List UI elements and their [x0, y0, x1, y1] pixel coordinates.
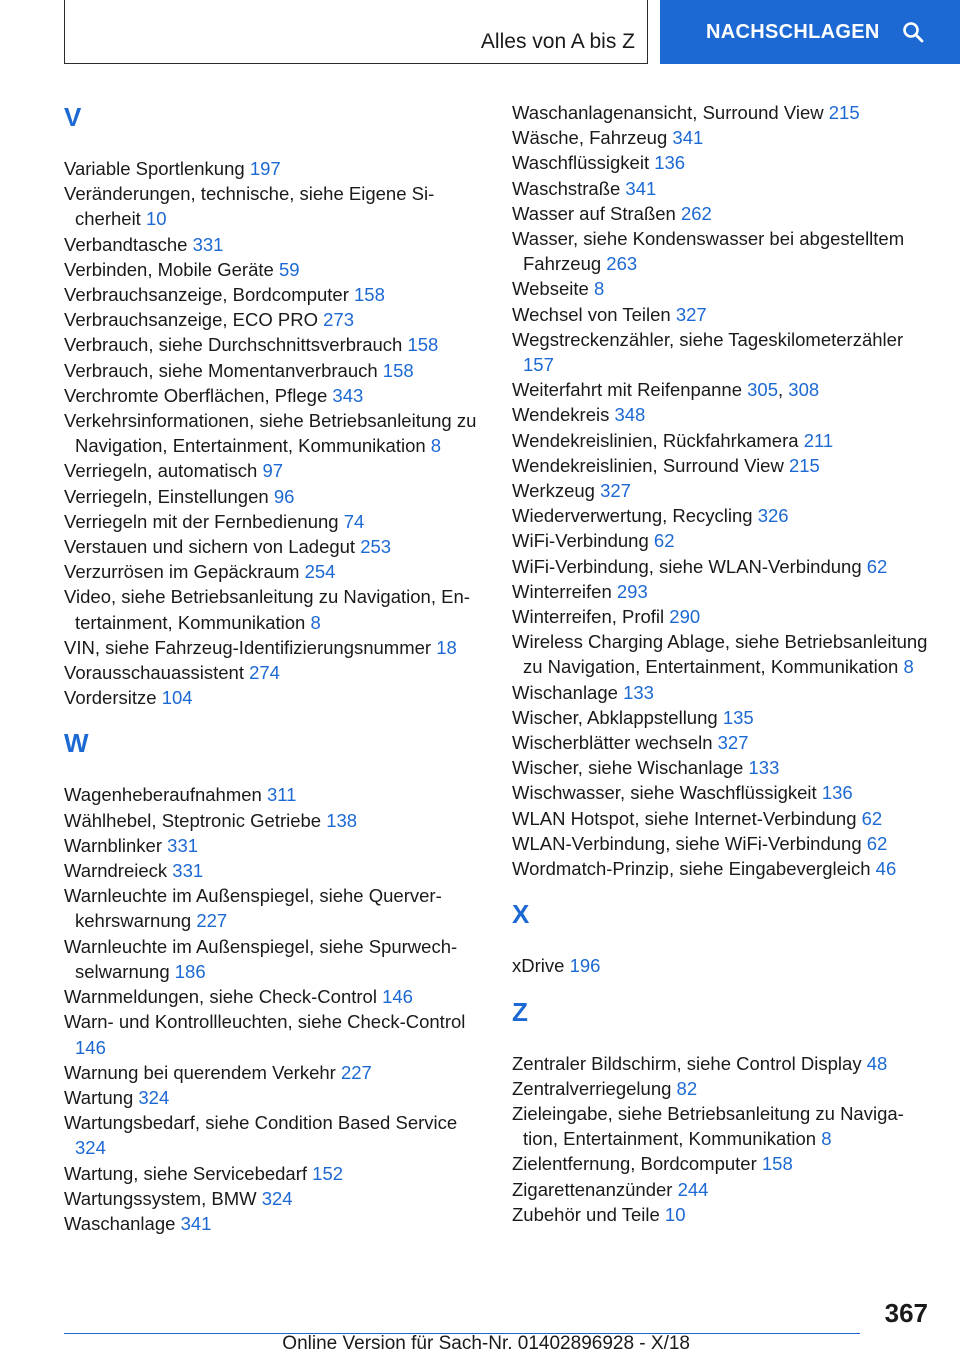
- index-entry-term: Webseite: [512, 278, 589, 300]
- index-column-right: [512, 100, 932, 1227]
- index-entry-term: Wartungssystem, BMW: [64, 1187, 257, 1209]
- index-entry: [64, 685, 484, 710]
- index-entry: [64, 833, 484, 858]
- page-link[interactable]: 62: [861, 807, 883, 829]
- page-link[interactable]: 254: [304, 561, 336, 583]
- page-link[interactable]: 293: [616, 580, 648, 602]
- index-entry: [64, 408, 484, 458]
- page-link[interactable]: 48: [866, 1052, 888, 1074]
- index-entry: [64, 232, 484, 257]
- page-link[interactable]: 158: [382, 359, 414, 381]
- index-entry: [512, 150, 932, 175]
- index-entry-term: Verbrauchsanzeige, ECO PRO: [64, 309, 318, 331]
- index-entry-term: Wordmatch-Prinzip, siehe Eingabevergleich: [512, 858, 871, 880]
- page-link[interactable]: 133: [623, 681, 654, 703]
- page-link[interactable]: 62: [653, 530, 675, 552]
- page-link[interactable]: 324: [138, 1086, 170, 1108]
- index-entry-term: Verzurrösen im Gepäckraum: [64, 561, 300, 583]
- index-entry: [512, 453, 932, 478]
- page-link[interactable]: 158: [761, 1153, 793, 1175]
- index-entry: [512, 100, 932, 125]
- index-entry: [64, 358, 484, 383]
- page-link[interactable]: 8: [821, 1128, 832, 1150]
- index-entry-term: WiFi-Verbindung, siehe WLAN-Verbindung: [512, 555, 862, 577]
- page-link[interactable]: 196: [569, 955, 601, 977]
- index-entry: [512, 755, 932, 780]
- index-entry: [64, 332, 484, 357]
- index-entry-term: Zigarettenanzünder: [512, 1178, 673, 1200]
- page-link[interactable]: 227: [340, 1061, 372, 1083]
- index-entry-term: Winterreifen, Profil: [512, 606, 665, 628]
- page-link[interactable]: 62: [866, 555, 888, 577]
- page-link[interactable]: 8: [430, 435, 442, 457]
- index-letter-heading: X: [512, 899, 530, 930]
- index-entry-term: Wischer, siehe Wischanlage: [512, 757, 744, 779]
- page-link[interactable]: 136: [654, 152, 686, 174]
- page-link[interactable]: 136: [821, 782, 853, 804]
- index-entry-term: Waschflüssigkeit: [512, 152, 650, 174]
- page-link[interactable]: 341: [625, 177, 657, 199]
- index-entry: [64, 1060, 484, 1085]
- page-link[interactable]: 290: [669, 606, 701, 628]
- index-entry: [512, 528, 932, 553]
- page-link[interactable]: 97: [262, 460, 284, 482]
- page-link[interactable]: 227: [196, 910, 228, 932]
- index-entry-term: Veränderungen, technische, siehe Eigene Sicherheit: [64, 183, 435, 230]
- index-entry-term: Zentraler Bildschirm, siehe Control Display: [512, 1052, 862, 1074]
- page-link[interactable]: 305: [747, 379, 779, 401]
- index-entry-term: Wiederverwertung, Recycling: [512, 505, 753, 527]
- index-entry-term: Wasser, siehe Kondenswasser bei abgestelltem Fahrzeug: [512, 228, 905, 275]
- index-entry: [512, 953, 932, 978]
- index-entry-term: Zubehör und Teile: [512, 1203, 660, 1225]
- page-link[interactable]: 326: [757, 505, 789, 527]
- index-letter-heading: Z: [512, 996, 528, 1027]
- index-entry: [512, 176, 932, 201]
- page-link[interactable]: 327: [717, 732, 749, 754]
- index-entry: [512, 1177, 932, 1202]
- index-entry-term: Variable Sportlenkung: [64, 158, 245, 179]
- index-entry-term: Wischanlage: [512, 681, 618, 703]
- index-entry-term: Verbrauchsanzeige, Bordcomputer: [64, 284, 349, 306]
- index-entry-term: Video, siehe Betriebsanleitung zu Navigation, Entertainment, Kommunikation: [64, 586, 470, 633]
- index-entry-term: Wireless Charging Ablage, siehe Betriebsanleitung zu Navigation, Entertainment, Kommunikation: [512, 631, 928, 678]
- index-entry-term: Verkehrsinformationen, siehe Betriebsanleitung zu Navigation, Entertainment, Kommunikation: [64, 410, 477, 457]
- index-entry: [64, 509, 484, 534]
- page-link[interactable]: 348: [614, 404, 646, 426]
- index-entry: [64, 534, 484, 559]
- page-link[interactable]: 341: [180, 1212, 212, 1234]
- index-entry-term: Winterreifen: [512, 580, 612, 602]
- index-entry-term: Waschanlagenansicht, Surround View: [512, 102, 824, 123]
- index-entry: [64, 660, 484, 685]
- index-entry: [64, 984, 484, 1009]
- page-link[interactable]: 10: [664, 1203, 686, 1225]
- index-entry: [64, 383, 484, 408]
- index-entry: [512, 730, 932, 755]
- search-icon: [902, 21, 924, 43]
- page-link[interactable]: 135: [722, 706, 754, 728]
- page-link[interactable]: 311: [266, 784, 297, 806]
- index-entry-term: Warndreieck: [64, 860, 168, 882]
- index-entry: [512, 1202, 932, 1227]
- page-link[interactable]: 327: [600, 480, 631, 502]
- index-entry: [512, 705, 932, 730]
- index-entry: [64, 808, 484, 833]
- index-entry: [512, 1101, 932, 1151]
- index-entry-term: Wagenheberaufnahmen: [64, 784, 262, 806]
- page-link[interactable]: 157: [523, 354, 554, 376]
- page-link[interactable]: 8: [903, 656, 914, 678]
- index-entry: [64, 484, 484, 509]
- page-number: 367: [884, 1298, 928, 1328]
- index-entry: [512, 125, 932, 150]
- index-entry-term: Warnleuchte im Außenspiegel, siehe Spurwechselwarnung: [64, 935, 458, 982]
- page-link[interactable]: 74: [343, 510, 365, 532]
- index-entry: [512, 201, 932, 226]
- index-entry: [512, 806, 932, 831]
- index-entry-term: Zentralverriegelung: [512, 1077, 672, 1099]
- index-entry-term: Wendekreislinien, Surround View: [512, 454, 784, 476]
- index-entry: [512, 226, 932, 276]
- page-link[interactable]: 215: [828, 102, 860, 123]
- index-entry-term: Werkzeug: [512, 480, 595, 502]
- index-entry-term: Verbrauch, siehe Momentanverbrauch: [64, 359, 378, 381]
- index-entry-term: Zielentfernung, Bordcomputer: [512, 1153, 757, 1175]
- index-entry-term: ,: [778, 379, 789, 401]
- index-entry-term: Wischwasser, siehe Waschflüssigkeit: [512, 782, 817, 804]
- index-entry-term: Wählhebel, Steptronic Getriebe: [64, 809, 322, 831]
- index-entry-term: Warn- und Kontrollleuchten, siehe Check-Control: [64, 1011, 466, 1033]
- index-entry: [512, 856, 932, 881]
- page-link[interactable]: 262: [680, 202, 712, 224]
- index-entry-term: Verbrauch, siehe Durchschnittsverbrauch: [64, 334, 403, 356]
- index-entry: [64, 584, 484, 634]
- index-entry: [512, 402, 932, 427]
- index-entry-term: xDrive: [512, 955, 565, 977]
- index-entry-term: Warnleuchte im Außenspiegel, siehe Querverkehrswarnung: [64, 885, 442, 932]
- page-link[interactable]: 253: [360, 536, 392, 558]
- index-entry-term: Wegstreckenzähler, siehe Tageskilometerzähler: [512, 328, 904, 350]
- index-entry-term: Waschstraße: [512, 177, 621, 199]
- page-link[interactable]: 8: [593, 278, 605, 300]
- page-link[interactable]: 331: [167, 834, 199, 856]
- page-link[interactable]: 263: [606, 253, 638, 275]
- page-link[interactable]: 273: [323, 309, 355, 331]
- page-link[interactable]: 146: [382, 986, 413, 1008]
- page-link[interactable]: 211: [803, 429, 834, 451]
- index-entry-term: Vorausschauassistent: [64, 662, 244, 684]
- page-link[interactable]: 96: [273, 485, 295, 507]
- index-entry-term: Verstauen und sichern von Ladegut: [64, 536, 356, 558]
- index-entry: [64, 156, 484, 181]
- index-entry-term: Wäsche, Fahrzeug: [512, 127, 668, 149]
- index-entry: [512, 377, 932, 402]
- page-link[interactable]: 324: [261, 1187, 293, 1209]
- index-entry: [512, 831, 932, 856]
- index-entry: [512, 629, 932, 679]
- page-link[interactable]: 10: [145, 208, 167, 230]
- index-entry-term: VIN, siehe Fahrzeug-Identifizierungsnummer: [64, 636, 432, 658]
- index-entry: [512, 1051, 932, 1076]
- page-link[interactable]: 8: [310, 611, 321, 633]
- index-entry: [512, 1151, 932, 1176]
- page-link[interactable]: 244: [677, 1178, 709, 1200]
- page-link[interactable]: 324: [75, 1137, 106, 1159]
- index-entry-term: Wischerblätter wechseln: [512, 732, 713, 754]
- index-entry: [64, 934, 484, 984]
- page-link[interactable]: 46: [875, 858, 897, 880]
- index-letter-heading: V: [64, 102, 82, 132]
- header-section-box: [64, 0, 648, 64]
- index-entry-term: Warnung bei querendem Verkehr: [64, 1061, 336, 1083]
- index-entry: [64, 559, 484, 584]
- index-entry: [64, 782, 484, 807]
- index-entry-term: Wischer, Abklappstellung: [512, 706, 718, 728]
- index-entry: [64, 1211, 484, 1236]
- index-entry: [512, 604, 932, 629]
- page-link[interactable]: 152: [312, 1162, 344, 1184]
- index-entry-term: Waschanlage: [64, 1212, 176, 1234]
- index-entry-term: Warnblinker: [64, 834, 163, 856]
- index-entry: [512, 554, 932, 579]
- index-entry: [512, 579, 932, 604]
- index-entry-term: Wartung: [64, 1086, 134, 1108]
- index-entry-term: WLAN Hotspot, siehe Internet-Verbindung: [512, 807, 857, 829]
- index-entry: [512, 1076, 932, 1101]
- index-entry-term: Zieleingabe, siehe Betriebsanleitung zu Navigation, Entertainment, Kommunikation: [512, 1102, 904, 1150]
- page-link[interactable]: 331: [192, 233, 224, 255]
- index-entry: [64, 1161, 484, 1186]
- index-entry: [64, 635, 484, 660]
- page-link[interactable]: 186: [174, 960, 206, 982]
- index-entry-term: WLAN-Verbindung, siehe WiFi-Verbindung: [512, 832, 862, 854]
- index-entry-term: Verriegeln, automatisch: [64, 460, 258, 482]
- page-link[interactable]: 331: [172, 860, 204, 882]
- index-entry: [512, 302, 932, 327]
- index-column-left: [64, 100, 484, 1236]
- index-entry-term: Verbinden, Mobile Geräte: [64, 258, 274, 280]
- index-entry: [512, 780, 932, 805]
- page-link[interactable]: 138: [326, 809, 358, 831]
- page-link[interactable]: 146: [75, 1036, 106, 1058]
- index-entry: [64, 1110, 484, 1160]
- index-entry-term: Vordersitze: [64, 687, 157, 709]
- page-link[interactable]: 274: [249, 662, 280, 684]
- index-entry-term: Wendekreis: [512, 404, 610, 426]
- page-link[interactable]: 158: [407, 334, 439, 356]
- page-link[interactable]: 343: [332, 384, 364, 406]
- index-entry: [64, 458, 484, 483]
- index-entry: [64, 181, 484, 231]
- page-link[interactable]: 59: [278, 258, 300, 280]
- page-link[interactable]: 104: [161, 687, 193, 709]
- index-entry-term: Warnmeldungen, siehe Check-Control: [64, 986, 377, 1008]
- index-entry: [512, 680, 932, 705]
- index-entry: [512, 428, 932, 453]
- nachschlagen-label: NACHSCHLAGEN: [706, 20, 880, 43]
- index-letter-heading: W: [64, 728, 89, 759]
- index-entry: [512, 503, 932, 528]
- index-entry: [512, 478, 932, 503]
- index-entry-term: Wechsel von Teilen: [512, 303, 671, 325]
- page-link[interactable]: 133: [748, 757, 780, 779]
- index-entry: [64, 307, 484, 332]
- section-title: Alles von A bis Z: [480, 30, 635, 53]
- index-entry-term: Weiterfahrt mit Reifenpanne: [512, 379, 742, 401]
- index-entry-term: Verchromte Oberflächen, Pflege: [64, 384, 328, 406]
- index-entry-term: Verriegeln mit der Fernbedienung: [64, 510, 339, 532]
- online-version-text: Online Version für Sach-Nr. 01402896928 - X/18: [282, 1333, 690, 1354]
- page-link[interactable]: 215: [788, 454, 820, 476]
- index-entry: [64, 883, 484, 933]
- index-entry: [64, 1085, 484, 1110]
- page-link[interactable]: 18: [436, 636, 457, 658]
- page-link[interactable]: 197: [249, 158, 281, 179]
- index-entry-term: Verriegeln, Einstellungen: [64, 485, 269, 507]
- page-link[interactable]: 82: [676, 1077, 698, 1099]
- nachschlagen-button[interactable]: [660, 0, 960, 64]
- index-entry: [512, 327, 932, 377]
- index-entry: [64, 858, 484, 883]
- page-link[interactable]: 158: [354, 284, 385, 306]
- page-link[interactable]: 308: [788, 379, 820, 401]
- index-entry-term: Wartungsbedarf, siehe Condition Based Service: [64, 1112, 458, 1134]
- page-link[interactable]: 341: [672, 127, 704, 149]
- index-entry-term: Wartung, siehe Servicebedarf: [64, 1162, 308, 1184]
- page-link[interactable]: 62: [866, 832, 888, 854]
- index-entry-term: WiFi-Verbindung: [512, 530, 649, 552]
- index-entry: [64, 1186, 484, 1211]
- index-entry-term: Verbandtasche: [64, 233, 188, 255]
- index-entry: [64, 257, 484, 282]
- index-entry: [64, 1009, 484, 1059]
- index-entry-term: Wendekreislinien, Rückfahrkamera: [512, 429, 799, 451]
- index-entry-term: Wasser auf Straßen: [512, 202, 676, 224]
- index-entry: [64, 282, 484, 307]
- index-entry: [512, 276, 932, 301]
- page-link[interactable]: 327: [675, 303, 707, 325]
